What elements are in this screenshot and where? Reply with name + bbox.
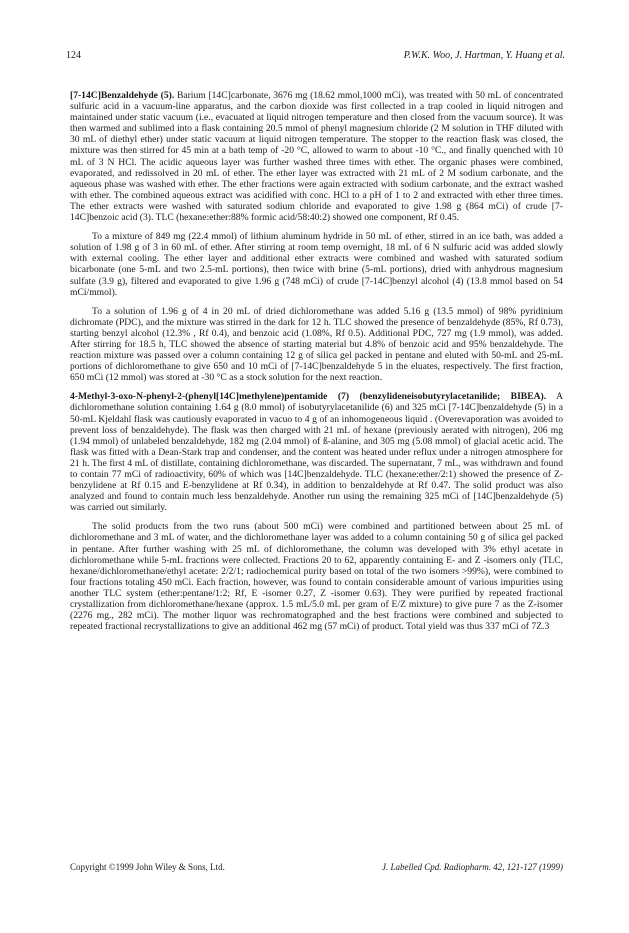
paragraph-text: A dichloromethane solution containing 1.64 g (8.0 mmol) of isobutyrylacetanilide (6) and 325 mCi [7-14C]benzaldehyde (5) in a 50-mL Kjeldahl flask was cautiously evaporated in vacuo to 4 g of an inhomogeneous liquid . (Overevaporation was avoided to prevent loss of benzaldehyde). The flask was then charged with 21 mL of hexane (previously aerated with nitrogen), 206 mg (1.94 mmol) of unlabeled benzaldehyde, 182 mg (2.04 mmol) of ß-alanine, and 305 mg (5.08 mmol) of glacial acetic acid. The flask was fitted with a Dean-Stark trap and condenser, and the content was heated under reflux under a nitrogen atmosphere for 21 h. The first 4 mL of distillate, containing dichloromethane, was discarded. The supernatant, 7 mL, was withdrawn and found to contain 77 mCi of radioactivity, 60% of which was [14C]benzaldehyde. TLC (hexane:ether/2:1) showed the presence of Z-benzylidene at Rf 0.15 and E-benzylidene at Rf 0.34), in addition to benzaldehyde at Rf 0.47. The solid product was also analyzed and found to contain much less benzaldehyde. Another run using the remaining 325 mCi of [14C]benzaldehyde (5) was carried out similarly. xyxy=(70,391,563,514)
paragraph-text: To a solution of 1.96 g of 4 in 20 mL of dried dichloromethane was added 5.16 g (13.5 mmol) of 98% pyridinium dichromate (PDC), and the mixture was stirred in the dark for 12 h. TLC showed the presence of benzaldehyde (85%, Rf 0.73), starting benzyl alcohol (12.3% , Rf 0.4), and benzoic acid (1.08%, Rf 0.5). Additional PDC, 727 mg (1.9 mmol), was added. After stirring for 18.5 h, TLC showed the absence of starting material but 4.8% of benzoic acid and 95% benzaldehyde. The reaction mixture was passed over a column containing 12 g of silica gel packed in pentane and eluted with 50-mL and 25-mL portions of dichloromethane to give 650 and 10 mCi of [7-14C]benzaldehyde 5 in the eluates, respectively. The first fraction, 650 mCi (12 mmol) was stored at -30 °C as a stock solution for the next reaction. xyxy=(70,305,563,384)
copyright-notice: Copyright ©1999 John Wiley & Sons, Ltd. xyxy=(70,862,225,872)
page-footer xyxy=(70,862,563,876)
paragraph-oxidation xyxy=(70,306,563,384)
paragraph-purification xyxy=(70,521,563,632)
paragraph-bibea-synthesis xyxy=(70,391,563,513)
article-body xyxy=(70,90,563,640)
paragraph-benzyl-alcohol xyxy=(70,231,563,298)
compound-heading: [7-14C]Benzaldehyde (5). xyxy=(70,90,175,101)
page-number: 124 xyxy=(66,50,81,61)
running-header xyxy=(66,50,565,64)
journal-citation: J. Labelled Cpd. Radiopharm. 42, 121-127 (1999) xyxy=(382,862,563,872)
paragraph-text: The solid products from the two runs (about 500 mCi) were combined and partitioned between about 25 mL of dichloromethane and 3 mL of water, and the dichloromethane layer was added to a column containing 50 g of silica gel packed in pentane. After further washing with 25 mL of dichloromethane, the column was developed with 3% ethyl acetate in dichloromethane while 5-mL fractions were collected. Fractions 20 to 62, apparently containing E- and Z -isomers only (TLC, hexane/dichloromethane/ethyl acetate: 2/2/1; radiochemical purity based on total of the two isomers >99%), were combined to four fractions totaling 450 mCi. Each fraction, however, was found to contain considerable amount of various impurities using another TLC system (ether:pentane/1:2; Rf, E -isomer 0.27, Z -isomer 0.63). They were purified by repeated fractional crystallization from dichloromethane/hexane (approx. 1.5 mL/5.0 mL per gram of E/Z mixture) to give pure 7 as the Z-isomer (2276 mg., 282 mCi). The mother liquor was rechromatographed and the best fractions were combined and subjected to repeated fractional recrystallizations to give an additional 462 mg (57 mCi) of product. Total yield was thus 337 mCi of 7Z.3 xyxy=(70,521,563,633)
running-head-authors: P.W.K. Woo, J. Hartman, Y. Huang et al. xyxy=(403,50,565,61)
paragraph-text: To a mixture of 849 mg (22.4 mmol) of lithium aluminum hydride in 50 mL of ether, stirred in an ice bath, was added a solution of 1.98 g of 3 in 60 mL of ether. After stirring at room temp overnight, 18 mL of 6 N sulfuric acid was added slowly with external cooling. The ether layer and additional ether extracts were combined and washed with saturated sodium bicarbonate (one 5-mL and two 2.5-mL portions), then twice with brine (5-mL portions), dried with anhydrous magnesium sulfate (3.9 g), filtered and evaporated to give 1.96 g (748 mCi) of crude [7-14C]benzyl alcohol (4) (13.8 mmol based on 54 mCi/mmol). xyxy=(70,231,563,298)
compound-heading: 4-Methyl-3-oxo-N-phenyl-2-(phenyl[14C]methylene)pentamide (7) (benzylideneisobutyrylacetanilide; BIBEA). xyxy=(70,391,547,403)
paragraph-benzaldehyde-synthesis xyxy=(70,90,563,223)
paragraph-text: Barium [14C]carbonate, 3676 mg (18.62 mmol,1000 mCi), was treated with 50 mL of concentrated sulfuric acid in a vacuum-line apparatus, and the carbon dioxide was first collected in a trap cooled in liquid nitrogen and maintained under static vacuum (i.e., evacuated at liquid nitrogen temperature and then closed from the vacuum source). It was then warmed and sublimed into a flask containing 20.5 mmol of phenyl magnesium chloride (2 M solution in THF diluted with 30 mL of diethyl ether) under static vacuum at liquid nitrogen temperature. The stopper to the reaction flask was closed, the mixture was then stirred for 45 min at a bath temp of -20 °C, allowed to warm to about -10 °C., and finally quenched with 10 mL of 3 N HCl. The acidic aqueous layer was further washed three times with ether. The organic phases were combined, evaporated, and redissolved in 20 mL of ether. The ether layer was extracted with 21 mL of 2 M sodium carbonate, and the aqueous phase was washed with ether. The ether fractions were again extracted with sodium carbonate, and the extract washed with ether. The combined aqueous extract was acidified with conc. HCl to a pH of 1 to 2 and extracted with ether three times. The ether extracts were washed with saturated sodium chloride and evaporated to give 1.98 g (864 mCi) of crude [7-14C]benzoic acid (3). TLC (hexane:ether:88% formic acid/58:40:2) showed one component, Rf 0.45. xyxy=(70,90,563,224)
